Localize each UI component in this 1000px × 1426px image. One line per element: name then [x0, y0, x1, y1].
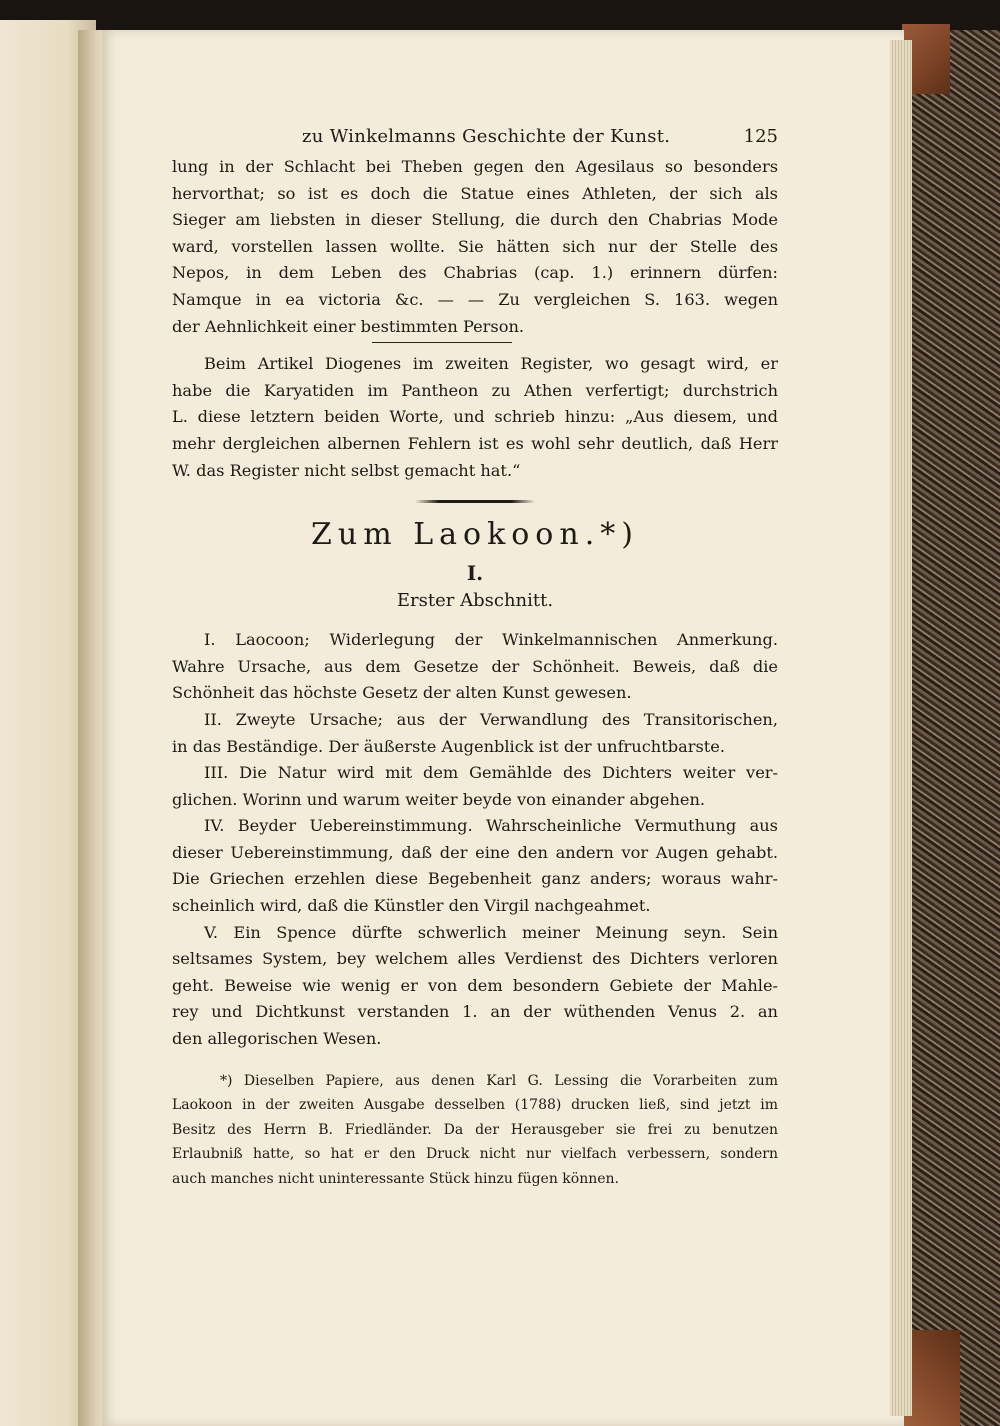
ornamental-rule — [415, 500, 535, 503]
section-title: Zum Laokoon.*) — [311, 517, 639, 553]
paragraph-1 — [172, 154, 778, 340]
text-line: III. Die Natur wird mit dem Gemählde des Dichters weiter ver- — [204, 763, 778, 783]
footnote-line: Laokoon in der zweiten Ausgabe desselben (1788) drucken ließ, sind jetzt im — [172, 1097, 778, 1114]
section-number: I. — [466, 561, 484, 586]
text-line: in das Beständige. Der äußerste Augenblick ist der unfruchtbarste. — [172, 736, 726, 756]
footnote-line: Besitz des Herrn B. Friedländer. Da der Herausgeber sie frei zu benutzen — [172, 1121, 778, 1138]
text-line: mehr dergleichen albernen Fehlern ist es wohl sehr deutlich, daß Herr — [172, 433, 778, 453]
summary-item-3 — [172, 760, 778, 813]
text-line: seltsames System, bey welchem alles Verdienst des Dichters verloren — [172, 949, 778, 969]
text-line: den allegorischen Wesen. — [172, 1029, 382, 1049]
summary-item-5 — [172, 920, 778, 1053]
text-line: Schönheit das höchste Gesetz der alten Kunst gewesen. — [172, 683, 632, 703]
text-line: II. Zweyte Ursache; aus der Verwandlung des Transitorischen, — [204, 709, 778, 729]
text-line: der Aehnlichkeit einer bestimmten Person. — [172, 316, 525, 336]
text-line: Beim Artikel Diogenes im zweiten Register, wo gesagt wird, er — [204, 354, 778, 374]
text-line: Sieger am liebsten in dieser Stellung, die durch den Chabrias Mode — [172, 210, 778, 230]
page-number: 125 — [743, 126, 778, 147]
text-line: dieser Uebereinstimmung, daß der eine den andern vor Augen gehabt. — [172, 842, 778, 862]
text-line: I. Laocoon; Widerlegung der Winkelmannischen Anmerkung. — [204, 630, 778, 650]
footnote-line: *) Dieselben Papiere, aus denen Karl G. Lessing die Vorarbeiten zum — [220, 1072, 778, 1089]
paragraph-2 — [172, 351, 778, 484]
text-line: rey und Dichtkunst verstanden 1. an der wüthenden Venus 2. an — [172, 1002, 778, 1022]
text-line: Namque in ea victoria &c. — — Zu vergleichen S. 163. wegen — [172, 289, 778, 309]
text-line: Die Griechen erzehlen diese Begebenheit ganz anders; woraus wahr- — [172, 869, 778, 889]
text-line: geht. Beweise wie wenig er von dem besondern Gebiete der Mahle- — [172, 975, 778, 995]
text-line: glichen. Worinn und warum weiter beyde von einander abgehen. — [172, 789, 706, 809]
text-line: IV. Beyder Uebereinstimmung. Wahrscheinliche Vermuthung aus — [204, 816, 778, 836]
text-line: scheinlich wird, daß die Künstler den Virgil nachgeahmet. — [172, 896, 651, 916]
running-title: zu Winkelmanns Geschichte der Kunst. — [302, 126, 671, 147]
summary-item-4 — [172, 813, 778, 919]
footnote-line: Erlaubniß hatte, so hat er den Druck nicht nur vielfach verbessern, sondern — [172, 1146, 778, 1163]
chapter-summary — [172, 627, 778, 1053]
page-content — [172, 122, 778, 1192]
text-line: L. diese letztern beiden Worte, und schrieb hinzu: „Aus diesem, und — [172, 407, 778, 427]
summary-item-1 — [172, 627, 778, 707]
text-line: Wahre Ursache, aus dem Gesetze der Schönheit. Beweis, daß die — [172, 656, 778, 676]
section-subtitle: Erster Abschnitt. — [396, 590, 554, 612]
page-edges — [890, 40, 912, 1416]
text-line: lung in der Schlacht bei Theben gegen den Agesilaus so besonders — [172, 157, 778, 176]
marbled-cover — [908, 30, 1000, 1426]
text-line: habe die Karyatiden im Pantheon zu Athen verfertigt; durchstrich — [172, 380, 778, 400]
footnote-line: auch manches nicht uninteressante Stück hinzu fügen können. — [172, 1171, 619, 1187]
footnote — [172, 1069, 778, 1192]
text-line: ward, vorstellen lassen wollte. Sie hätten sich nur der Stelle des — [172, 236, 778, 256]
text-line: hervorthat; so ist es doch die Statue eines Athleten, der sich als — [172, 183, 778, 203]
separator-rule — [372, 342, 512, 343]
text-line: Nepos, in dem Leben des Chabrias (cap. 1.) erinnern dürfen: — [172, 263, 778, 283]
running-header — [172, 122, 778, 154]
summary-item-2 — [172, 707, 778, 760]
text-line: W. das Register nicht selbst gemacht hat.“ — [172, 460, 521, 480]
text-line: V. Ein Spence dürfte schwerlich meiner Meinung seyn. Sein — [204, 922, 778, 942]
